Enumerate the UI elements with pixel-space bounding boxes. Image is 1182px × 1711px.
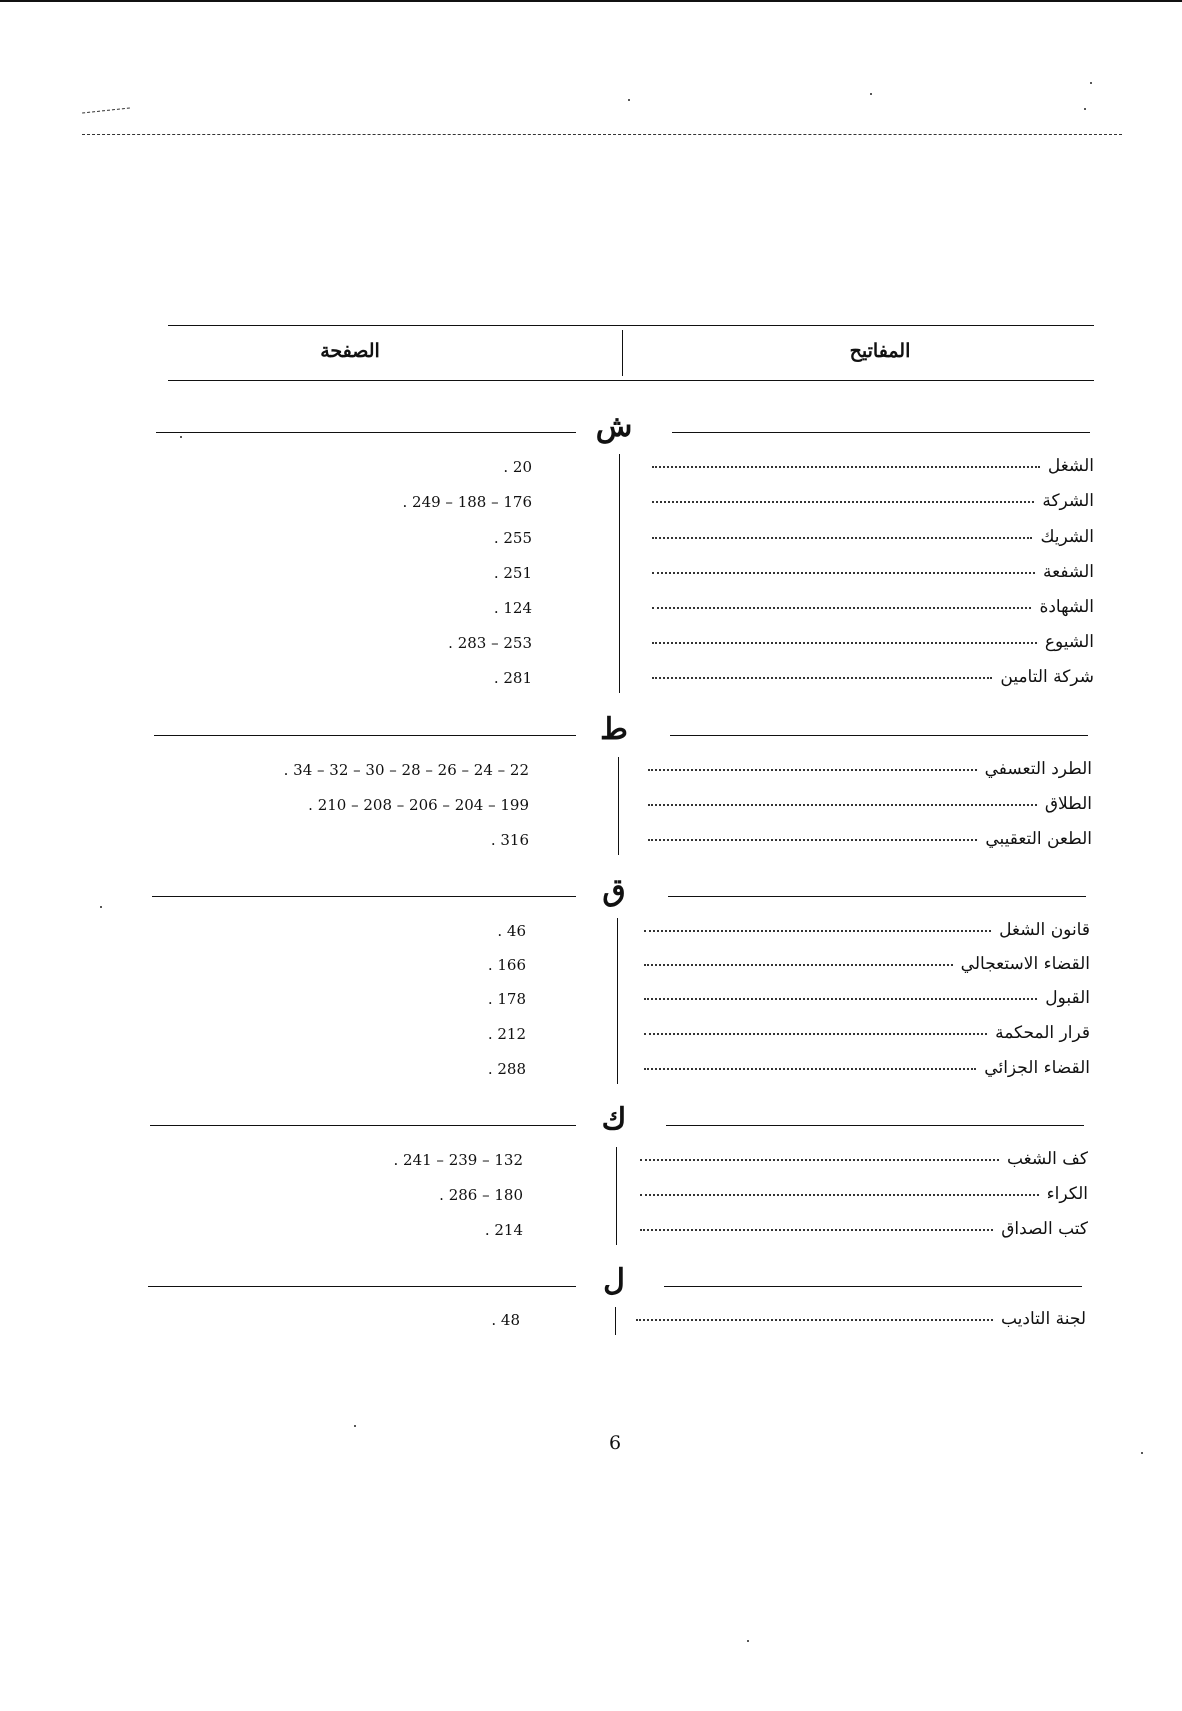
dot-leader [652,607,1031,609]
dot-leader [644,1033,987,1035]
scan-artifact-line [82,134,1122,135]
index-entry [652,491,1094,511]
entry-keyword: الطرد التعسفي [984,759,1092,779]
dot-leader [652,572,1035,574]
entry-keyword: الشيوع [1044,632,1094,652]
section-rule-left [148,1286,576,1287]
index-entry [652,562,1094,582]
entry-keyword: الشركة [1042,491,1094,511]
section-divider [619,454,620,693]
entry-pages: . 124 [493,599,532,617]
speck [870,93,872,95]
entry-pages: . 48 [491,1311,520,1329]
entry-pages: . 286 – 180 [439,1186,523,1204]
dot-leader [640,1229,993,1231]
entry-pages: . 178 [487,990,526,1008]
entry-pages: . 34 – 32 – 30 – 28 – 26 – 24 – 22 [283,761,529,779]
index-entry [648,829,1092,849]
entry-pages: . 214 [484,1221,523,1239]
section-divider [615,1307,616,1335]
speck [628,99,630,101]
dot-leader [652,466,1040,468]
entry-pages: . 249 – 188 – 176 [402,493,532,511]
dot-leader [644,998,1037,1000]
index-entry [636,1309,1086,1329]
entry-keyword: الشهادة [1039,597,1094,617]
section-rule-right [668,896,1086,897]
section-rule-right [664,1286,1082,1287]
entry-keyword: شركة التامين [1000,667,1094,687]
section-letter: ل [603,1263,625,1298]
section-rule-right [666,1125,1084,1126]
entry-pages: . 46 [497,922,526,940]
keys-column-header: المفاتيح [849,340,911,362]
entry-keyword: الشغل [1047,456,1094,476]
dot-leader [640,1194,1039,1196]
dot-leader [648,804,1037,806]
index-entry [640,1219,1088,1239]
entry-pages: . 288 [487,1060,526,1078]
entry-pages: . 20 [503,458,532,476]
index-entry [640,1149,1088,1169]
section-divider [617,918,618,1084]
index-entry [652,527,1094,547]
dot-leader [636,1319,993,1321]
entry-keyword: القضاء الجزائي [984,1058,1090,1078]
entry-pages: . 316 [490,831,529,849]
header-bottom-rule [168,380,1094,381]
index-entry [648,759,1092,779]
entry-keyword: القبول [1045,988,1090,1008]
dot-leader [652,537,1032,539]
page-number: 6 [608,1432,622,1454]
index-entry [644,920,1090,940]
index-entry [652,456,1094,476]
entry-pages: . 212 [487,1025,526,1043]
entry-keyword: قرار المحكمة [995,1023,1090,1043]
speck [1084,108,1086,110]
section-divider [616,1147,617,1245]
section-rule-left [150,1125,576,1126]
index-entry [652,597,1094,617]
index-entry [652,667,1094,687]
entry-keyword: الكراء [1046,1184,1088,1204]
index-entry [648,794,1092,814]
entry-keyword: الطعن التعقيبي [985,829,1092,849]
dot-leader [644,1068,976,1070]
section-rule-left [152,896,576,897]
top-edge-line [0,0,1182,2]
entry-keyword: الشريك [1040,527,1094,547]
header-top-rule [168,325,1094,326]
dot-leader [652,677,992,679]
entry-pages: . 251 [493,564,532,582]
dot-leader [644,964,953,966]
dot-leader [648,769,977,771]
entry-pages: . 283 – 253 [448,634,532,652]
section-letter: ق [602,873,626,908]
entry-keyword: الشفعة [1043,562,1094,582]
entry-pages: . 255 [493,529,532,547]
scan-artifact-mark [82,107,130,113]
section-letter: ش [595,409,633,444]
speck [354,1425,356,1427]
section-divider [618,757,619,855]
page-column-header: الصفحة [320,340,380,362]
section-rule-left [154,735,576,736]
speck [100,906,102,908]
index-entry [644,954,1090,974]
dot-leader [652,642,1037,644]
entry-pages: . 241 – 239 – 132 [393,1151,523,1169]
section-letter: ك [601,1102,627,1137]
section-rule-left [156,432,576,433]
index-entry [644,988,1090,1008]
entry-keyword: كف الشغب [1006,1149,1088,1169]
entry-keyword: الطلاق [1044,794,1092,814]
entry-keyword: لجنة التاديب [1000,1309,1086,1329]
index-entry [644,1058,1090,1078]
index-entry [652,632,1094,652]
section-letter: ط [600,712,628,747]
dot-leader [644,930,991,932]
entry-pages: . 166 [487,956,526,974]
index-entry [644,1023,1090,1043]
entry-pages: . 281 [493,669,532,687]
section-rule-right [672,432,1090,433]
entry-pages: . 210 – 208 – 206 – 204 – 199 [308,796,529,814]
speck [1141,1452,1143,1454]
dot-leader [640,1159,999,1161]
header-divider [622,330,623,376]
entry-keyword: كتب الصداق [1001,1219,1088,1239]
entry-keyword: القضاء الاستعجالي [960,954,1090,974]
speck [180,436,182,438]
speck [747,1640,749,1642]
index-entry [640,1184,1088,1204]
entry-keyword: قانون الشغل [999,920,1090,940]
speck [1090,82,1092,84]
dot-leader [652,501,1034,503]
dot-leader [648,839,977,841]
section-rule-right [670,735,1088,736]
